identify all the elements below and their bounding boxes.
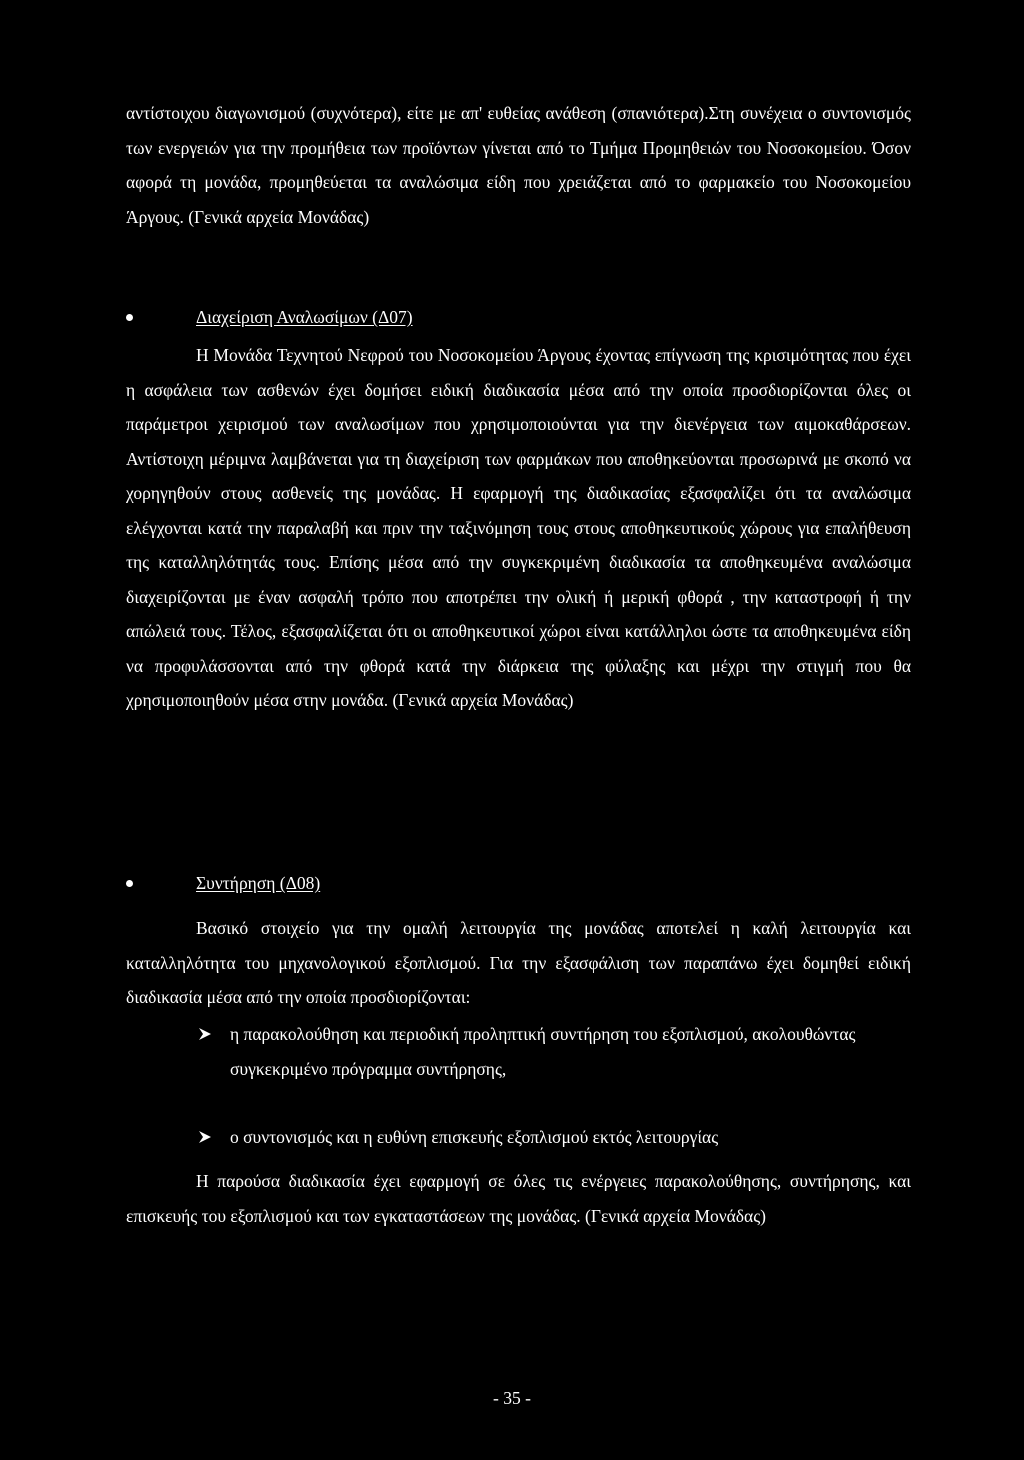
intro-paragraph: αντίστοιχου διαγωνισμού (συχνότερα), είτε με απ' ευθείας ανάθεση (σπανιότερα).Στη συνέχεια ο συντονισμός των ενεργειών για την προμήθεια των προϊόντων γίνεται από το Τμήμα Προμηθειών του Νοσοκομείου. Όσον αφορά τη μονάδα, προμηθεύεται τα αναλώσιμα είδη που χρειάζεται από το φαρμακείο του Νοσοκομείου Άργους. (Γενικά αρχεία Μονάδας) [126,103,911,227]
section-consumables-title: Διαχείριση Αναλωσίμων (Δ07) [196,307,413,327]
bullet-dot-icon [126,880,133,887]
page-number: - 35 - [493,1388,531,1408]
arrowhead-bullet-icon [196,1120,216,1154]
list-item [196,1017,911,1086]
section-consumables-paragraph: Η Μονάδα Τεχνητού Νεφρού του Νοσοκομείου Άργους έχοντας επίγνωση της κρισιμότητας που έχει η ασφάλεια των ασθενών έχει δομήσει ειδική διαδικασία μέσα από την οποία προσδιορίζονται όλες οι παράμετροι χειρισμού των αναλωσίμων που χρησιμοποιούνται για την διενέργεια των αιμοκαθάρσεων. Αντίστοιχη μέριμνα λαμβάνεται για τη διαχείριση των φαρμάκων που αποθηκεύονται προσωρινά με σκοπό να χορηγηθούν στους ασθενείς της μονάδας. Η εφαρμογή της διαδικασίας εξασφαλίζει ότι τα αναλώσιμα ελέγχονται κατά την παραλαβή και πριν την ταξινόμηση τους στους αποθηκευτικούς χώρους για επαλήθευση της καταλληλότητάς τους. Επίσης μέσα από την συγκεκριμένη διαδικασία τα αποθηκευμένα αναλώσιμα διαχειρίζονται με έναν ασφαλή τρόπο που αποτρέπει την ολική ή μερική φθορά , την καταστροφή ή την απώλειά τους. Τέλος, εξασφαλίζεται ότι οι αποθηκευτικοί χώροι είναι κατάλληλοι ώστε τα αποθηκευμένα είδη να προφυλάσσονται από την φθορά κατά την διάρκεια της φύλαξης και μέχρι την στιγμή που θα χρησιμοποιηθούν μέσα στην μονάδα. (Γενικά αρχεία Μονάδας) [126,345,911,710]
arrowhead-bullet-icon [196,1017,216,1051]
bullet-dot-icon [126,314,133,321]
section-maintenance-closing-paragraph: Η παρούσα διαδικασία έχει εφαρμογή σε όλες τις ενέργειες παρακολούθησης, συντήρησης, και επισκευής του εξοπλισμού και των εγκαταστάσεων της μονάδας. (Γενικά αρχεία Μονάδας) [126,1171,911,1226]
section-maintenance-title: Συντήρηση (Δ08) [196,873,321,893]
list-item-text: ο συντονισμός και η ευθύνη επισκευής εξοπλισμού εκτός λειτουργίας [230,1127,719,1147]
section-maintenance-paragraph: Βασικό στοιχείο για την ομαλή λειτουργία της μονάδας αποτελεί η καλή λειτουργία και καταλληλότητα του μηχανολογικού εξοπλισμού. Για την εξασφάλιση των παραπάνω έχει δομηθεί ειδική διαδικασία μέσα από την οποία προσδιορίζονται: [126,918,911,1007]
list-item [196,1120,911,1155]
list-item-text: η παρακολούθηση και περιοδική προληπτική συντήρηση του εξοπλισμού, ακολουθώντας συγκεκριμένο πρόγραμμα συντήρησης, [230,1024,856,1079]
